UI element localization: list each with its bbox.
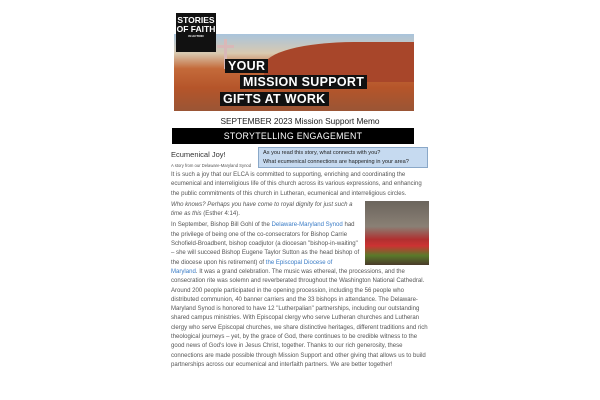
intro-paragraph: It is such a joy that our ELCA is committed to supporting, enriching and coordinating the ecumenical and interreligious life of this church across its various expressions, and enhancing the public commitments of this church in Lutheran, ecumenical and interreligious circles. bbox=[171, 172, 422, 197]
banner-line-3: GIFTS AT WORK bbox=[220, 92, 329, 106]
logo-line: OF FAITH bbox=[176, 24, 216, 34]
quote-reference: (Esther 4:14). bbox=[201, 211, 240, 218]
delaware-maryland-synod-link[interactable]: Delaware-Maryland Synod bbox=[271, 222, 343, 229]
body-text: . It was a grand celebration. The music was ethereal, the processions, and the consecration rite was solemn and reverberated throughout the Washington National Cathedral. Around 200 people participated in the opening procession, including the 56 people who distributed communion, 40 banner carriers and the 33 bishops in attendance. The Delaware-Maryland Synod is honored to have 12 "Lutherpalian" partnerships, including our outstanding shared campus ministries. With Episcopal clergy who serve Lutheran churches and Lutheran clergy who serve Episcopal churches, we share distinctive heritages, different traditions and rich theological journeys – yet, by the grace of God, there continues to be credible witness to the good news of God's love in Jesus Christ, together. Thanks to our rich generosity, these connections are made possible through Mission Support and other giving that allows us to build partnerships across our ecumenical and interfaith partners. We are better together! bbox=[171, 268, 428, 368]
cathedral-photo bbox=[365, 201, 429, 265]
memo-title: SEPTEMBER 2023 Mission Support Memo bbox=[220, 116, 380, 126]
body-text: In September, Bishop Bill Gohl of the bbox=[171, 222, 272, 229]
stories-of-faith-logo bbox=[176, 13, 216, 52]
cross-icon bbox=[217, 45, 234, 48]
banner-line-1: YOUR bbox=[225, 59, 268, 73]
story-byline: A story from our Delaware-Maryland Synod bbox=[171, 163, 252, 168]
episcopal-diocese-link[interactable]: the Episcopal Diocese of Maryland bbox=[171, 259, 333, 275]
callout-question: What ecumenical connections are happening in your area? bbox=[263, 159, 409, 165]
section-bar: STORYTELLING ENGAGEMENT bbox=[172, 128, 414, 144]
story-content bbox=[171, 171, 429, 372]
body-text: had the privilege of being one of the co-consecrators for Bishop Carrie Schofield-Broadbent, bishop coadjutor (a diocesan "bishop-in-waiting" – she will succeed Bishop Eugene Taylor Sutton as the head bishop of the diocese upon his retirement) of bbox=[171, 222, 360, 266]
banner-line-2: MISSION SUPPORT bbox=[240, 75, 367, 89]
logo-line: STORIES bbox=[177, 15, 215, 25]
quote-text: Who knows? Perhaps you have come to royal dignity for just such a time as this bbox=[171, 201, 353, 218]
logo-line: IN ACTION bbox=[188, 34, 204, 38]
story-heading: Ecumenical Joy! bbox=[171, 150, 226, 159]
reflection-callout bbox=[258, 147, 428, 168]
callout-question: As you read this story, what connects with you? bbox=[263, 150, 381, 156]
